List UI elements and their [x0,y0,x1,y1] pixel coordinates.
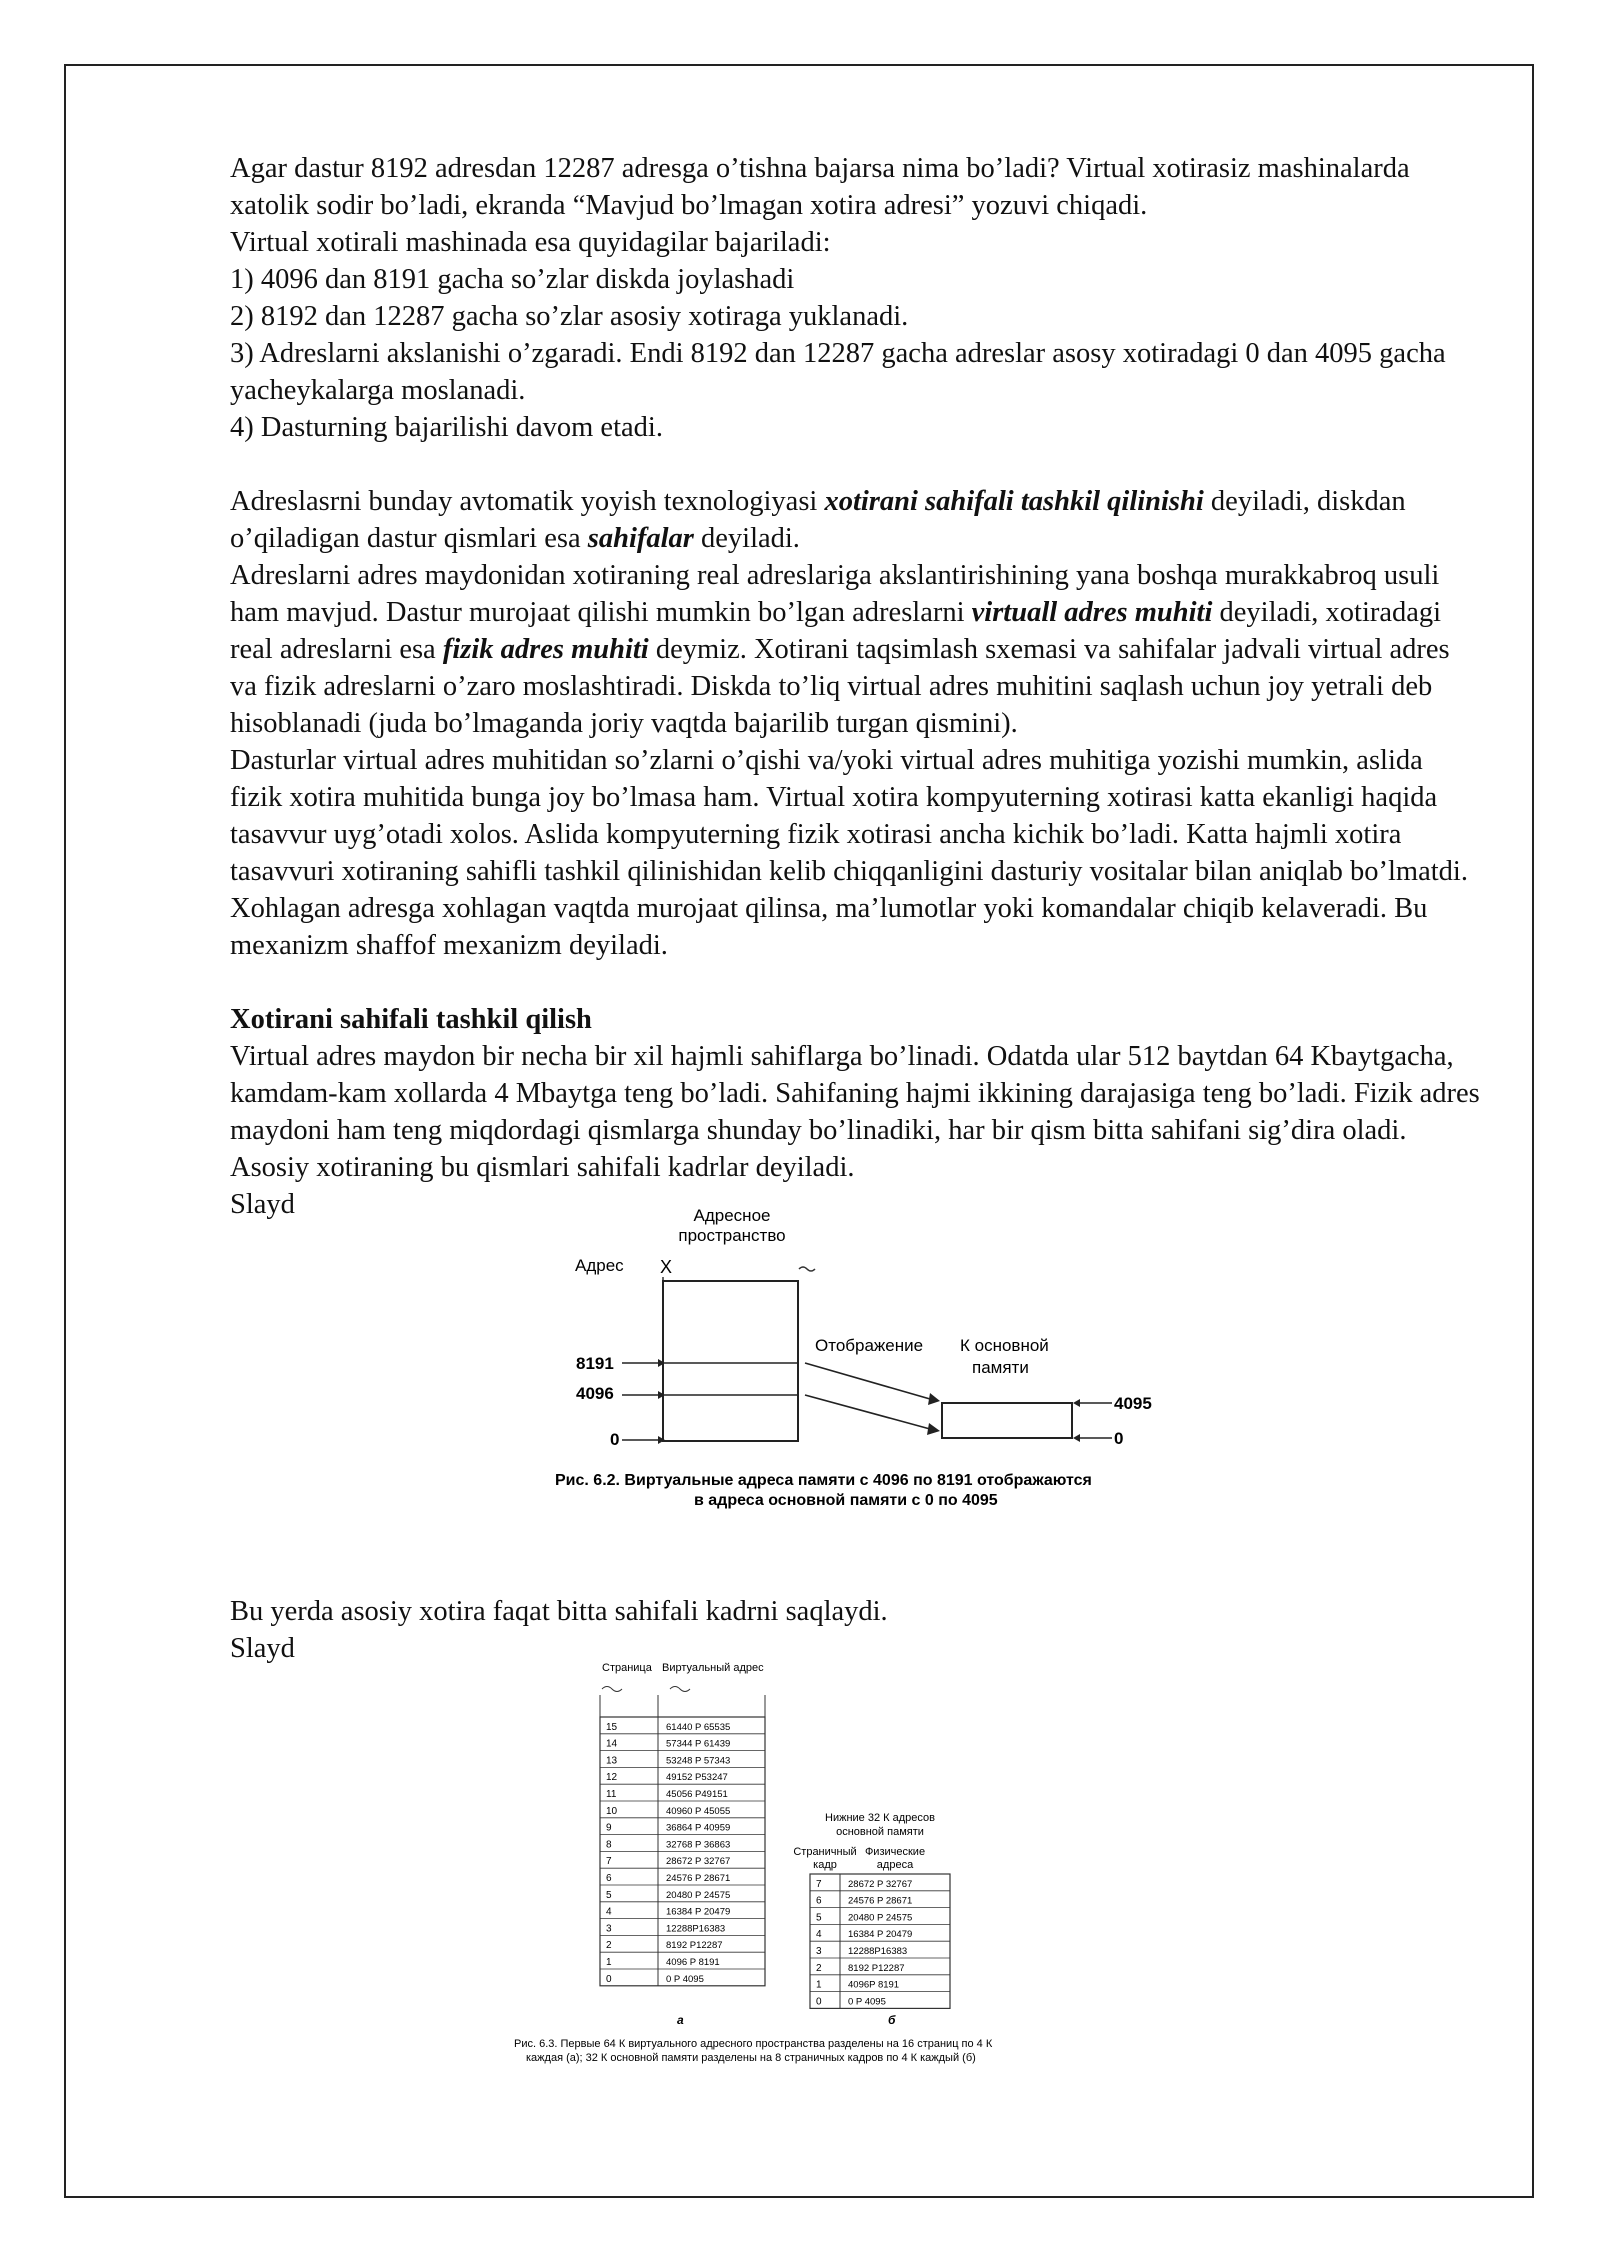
physical-address-range: 12288P16383 [848,1946,908,1957]
term-emphasis: sahifalar [587,523,694,554]
term-emphasis: xotirani sahifali tashkil qilinishi [824,486,1204,517]
physical-address-range: 8192 P12287 [848,1962,905,1974]
paragraph: Dasturlar virtual adres muhitidan so’zlarni o’qishi va/yoki virtual adres muhitiga yozishi mumkin, aslida fizik xotira muhitida bunga joy bo’lmasa ham. Virtual xotira kompyuterning xotirasi katta ekanligi haqida tasavvur uyg’otadi xolos. Aslida kompyuterning fizik xotirasi ancha kichik bo’ladi. Katta hajmli xotira tasavvuri xotiraning sahifli tashkil qilinishidan kelib chiqqanligini dasturiy vositalar bilan aniqlab bo’lmatdi. Xohlagan adresga xohlagan vaqtda murojaat qilinsa, ma’lumotlar yoki komandalar chiqib kelaveradi. Bu mexanizm shaffof mexanizm deyiladi. [230,745,1468,961]
virtual-address-range: 0 P 4095 [666,1973,704,1985]
virtual-page-number: 4 [606,1906,612,1918]
physical-address-range: 0 P 4095 [848,1996,886,2008]
figure-title-line1: Адресное [693,1206,771,1225]
virtual-address-range: 53248 P 57343 [666,1755,731,1767]
virtual-page-number: 2 [606,1940,612,1952]
mapping-label: Отображение [815,1336,924,1355]
figure-caption-line2: в адреса основной памяти с 0 по 4095 [694,1492,998,1509]
list-item: 4) Dasturning bajarilishi davom etadi. [230,412,663,443]
virtual-address-range: 16384 P 20479 [666,1906,731,1918]
address-label: Адрес [575,1256,624,1275]
virtual-address-range: 12288P16383 [666,1923,726,1935]
right-header-phys-1: Физические [864,1846,926,1858]
figure-caption-line1: Рис. 6.2. Виртуальные адреса памяти с 4096 по 8191 отображаются [555,1472,1092,1489]
label-a: а [677,2013,684,2027]
physical-page-number: 4 [816,1929,822,1941]
physical-frame-table [810,1874,950,2008]
right-tick-4095: 4095 [1114,1394,1152,1413]
tick-4096: 4096 [576,1384,614,1403]
virtual-page-number: 13 [606,1755,618,1767]
physical-page-number: 1 [816,1979,822,1991]
figure-virtual-mapping [230,1206,1480,1523]
virtual-page-number: 12 [606,1772,618,1784]
virtual-address-range: 40960 P 45055 [666,1805,731,1817]
term-emphasis: fizik adres muhiti [442,634,649,665]
paragraph: Adreslarni adres maydonidan xotiraning real adreslariga akslantirishining yana boshqa murakkabroq usuli ham mavjud. Dastur murojaat qilishi mumkin bo’lgan adreslarni virtuall adres muhiti deyiladi, xotiradagi real adreslarni esa fizik adres muhiti deymiz. Xotirani taqsimlash sxemasi va sahifalar jadvali virtual adres va fizik adreslarni o’zaro moslashtiradi. Diskda to’liq virtual adres muhitini saqlash uchun joy yetrali deb hisoblanadi (juda bo’lmaganda joriy vaqtda bajarilib turgan qismini). [230,560,1450,739]
figure2-caption-line1: Рис. 6.3. Первые 64 К виртуального адресного пространства разделены на 16 страниц по 4 К [514,2038,993,2050]
physical-page-number: 5 [816,1912,822,1924]
term-emphasis: virtuall adres muhiti [971,597,1213,628]
virtual-address-range: 28672 P 32767 [666,1856,731,1868]
paragraph: Virtual adres maydon bir necha bir xil hajmli sahiflarga bo’linadi. Odatda ular 512 baytdan 64 Kbaytgacha, kamdam-kam xollarda 4 Mbaytga teng bo’ladi. Sahifaning hajmi ikkining darajasiga teng bo’ladi. Fizik adres maydoni ham teng miqdordagi qismlarga shunday bo’linadiki, har bir qism bitta sahifani sig’dira oladi. Asosiy xotiraning bu qismlari sahifali kadrlar deyiladi. [230,1041,1480,1183]
right-header-phys-2: адреса [876,1859,914,1871]
paragraph: Adreslasrni bunday avtomatik yoyish texnologiyasi xotirani sahifali tashkil qilinishi deyiladi, diskdan o’qiladigan dastur qismlari esa sahifalar deyiladi. [230,486,1406,554]
figure-title-line2: пространство [678,1226,786,1245]
right-title-line1: Нижние 32 К адресов [825,1812,935,1824]
document-body [230,150,1480,2087]
page-table-diagram [230,1662,1480,2087]
virtual-page-number: 0 [606,1973,612,1985]
virtual-address-range: 20480 P 24575 [666,1889,731,1901]
physical-address-range: 16384 P 20479 [848,1929,913,1941]
slide-label: Slayd [230,1189,295,1220]
virtual-address-range: 8192 P12287 [666,1940,723,1952]
virtual-page-number: 11 [606,1789,617,1800]
target-label-line2: памяти [972,1358,1029,1377]
tick-8191: 8191 [576,1354,614,1373]
virtual-page-number: 5 [606,1889,612,1901]
paragraph: Virtual xotirali mashinada esa quyidagilar bajariladi: [230,227,831,258]
virtual-address-range: 24576 P 28671 [666,1873,731,1884]
physical-page-number: 7 [816,1878,822,1890]
physical-page-number: 2 [816,1962,822,1974]
virtual-page-number: 7 [606,1856,612,1868]
virtual-page-number: 9 [606,1822,612,1834]
physical-address-range: 20480 P 24575 [848,1912,913,1924]
physical-page-number: 6 [816,1895,822,1907]
figure-page-tables [230,1662,1480,2087]
virtual-page-number: 6 [606,1873,612,1884]
physical-page-number: 3 [816,1946,822,1957]
main-memory-box [942,1403,1072,1438]
figure2-caption-line2: каждая (а); 32 К основной памяти разделены на 8 страничных кадров по 4 К каждый (б) [526,2052,976,2064]
tick-0: 0 [610,1430,620,1449]
virtual-page-table [600,1687,765,1986]
left-header-page: Страница [602,1662,652,1674]
virtual-page-number: 14 [606,1738,618,1750]
physical-address-range: 28672 P 32767 [848,1878,913,1890]
slide-label: Slayd [230,1633,295,1664]
virtual-address-range: 57344 P 61439 [666,1738,731,1750]
label-b: б [888,2013,896,2027]
physical-address-range: 4096P 8191 [848,1979,900,1991]
virtual-page-number: 1 [606,1957,612,1968]
right-header-frame-1: Страничный [793,1846,857,1858]
right-tick-0: 0 [1114,1429,1124,1448]
virtual-page-number: 8 [606,1839,612,1851]
physical-page-number: 0 [816,1996,822,2008]
right-title-line2: основной памяти [836,1826,924,1838]
virtual-address-range: 4096 P 8191 [666,1957,720,1968]
address-space-box [663,1281,798,1441]
virtual-address-range: 45056 P49151 [666,1789,728,1800]
target-label-line1: К основной [960,1336,1049,1355]
virtual-address-range: 36864 P 40959 [666,1822,731,1834]
virtual-address-range: 61440 P 65535 [666,1721,731,1733]
paragraph: Bu yerda asosiy xotira faqat bitta sahifali kadrni saqlaydi. [230,1596,888,1627]
x-mark: X [660,1257,673,1277]
list-item: 2) 8192 dan 12287 gacha so’zlar asosiy xotiraga yuklanadi. [230,301,909,332]
virtual-page-number: 15 [606,1721,618,1733]
virtual-address-range: 49152 P53247 [666,1772,728,1784]
left-header-addr: Виртуальный адрес [662,1662,764,1674]
virtual-page-number: 10 [606,1805,618,1817]
section-heading: Xotirani sahifali tashkil qilish [230,1004,592,1035]
virtual-page-number: 3 [606,1923,612,1935]
right-header-frame-2: кадр [813,1859,837,1871]
virtual-address-range: 32768 P 36863 [666,1839,731,1851]
list-item: 3) Adreslarni akslanishi o’zgaradi. Endi 8192 dan 12287 gacha adreslar asosy xotiradagi 0 dan 4095 gacha yacheykalarga moslanadi. [230,338,1446,406]
physical-address-range: 24576 P 28671 [848,1895,913,1907]
paragraph: Agar dastur 8192 adresdan 12287 adresga o’tishna bajarsa nima bo’ladi? Virtual xotirasiz mashinalarda xatolik sodir bo’ladi, ekranda “Mavjud bo’lmagan xotira adresi” yozuvi chiqadi. [230,153,1410,221]
mapping-diagram [230,1206,1480,1523]
list-item: 1) 4096 dan 8191 gacha so’zlar diskda joylashadi [230,264,795,295]
